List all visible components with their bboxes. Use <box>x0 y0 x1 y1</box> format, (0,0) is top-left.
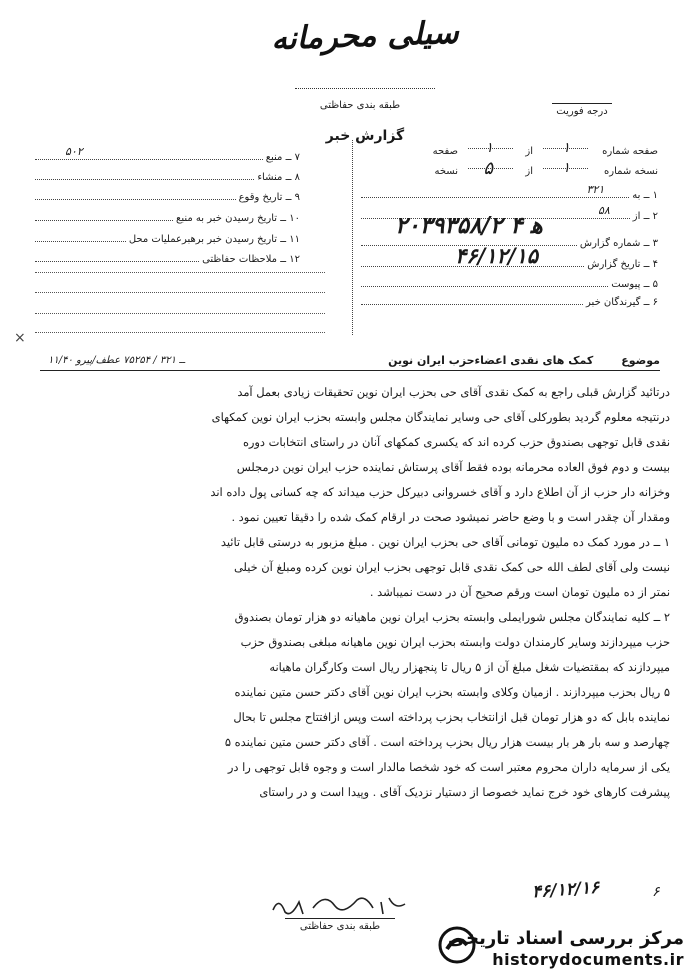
body-line: پیشرفت کارهای خود خرج نماید خصوصا از دستیار نزدیک آقای . وپیدا است و در راستای <box>259 785 670 799</box>
copy-label: نسخه <box>434 166 458 177</box>
notes-line-2 <box>35 292 325 293</box>
field-from-value: ۵۸ <box>597 204 610 217</box>
copy-total: ۵ <box>483 158 493 179</box>
body-line: نماینده بابل که دو هزار تومان قبل ازانتخاب بحزب پرداخته است وپس ازافتتاح مجلس تا بحال <box>233 710 670 724</box>
body-line: نیست ولی آقای لطف الله حی کمک نقدی قابل توجهی بحزب ایران نوین کرده ومبلغ آن خیلی <box>233 560 670 574</box>
notes-line-4 <box>35 332 325 333</box>
margin-mark: × <box>14 330 26 346</box>
field-to-value: ۳۲۱ <box>586 183 605 196</box>
notes-line-3 <box>35 313 325 314</box>
subject-reference: ۱۱/۴۰ ــ ۳۲۱ / ۷۵۲۵۴ عطف/پیرو <box>48 354 186 366</box>
body-line: چهارصد و سه بار هر بار بیست هزار ریال بحزب پرداخته است . آقای دکتر حسن متین نماینده ۵ <box>224 735 670 749</box>
footer-date: ۴۶/۱۲/۱۶ <box>531 877 600 903</box>
page-number-line <box>358 140 658 163</box>
field-origin: ۸ ــ منشاء <box>35 166 300 183</box>
page-total: ۱ <box>485 140 493 156</box>
field-attachment: ۵ ــ پیوست <box>358 273 658 290</box>
field-news-to-source-date: ۱۰ ــ تاریخ رسیدن خبر به منبع <box>35 207 300 224</box>
body-line: درنتیجه معلوم گردید بطورکلی آقای حی وسایر نمایندگان مجلس وابسته بحزب ایران نوین کمکهای <box>211 410 670 424</box>
body-line: وخزانه دار حزب از آن اطلاع دارد و آقای خسروانی دبیرکل حزب میداند که چه کسانی پول داده اند <box>210 485 670 499</box>
copy-number-label: نسخه شماره <box>604 166 658 177</box>
page-number-label: صفحه شماره <box>602 146 658 157</box>
report-number-handwritten: ۲۰۳۹۳۵۸/۲ ه‍ ۴ <box>395 212 543 239</box>
field-event-date: ۹ ــ تاریخ وقوع <box>35 186 300 203</box>
subject-text: کمک های نقدی اعضاءحزب ایران نوین <box>388 353 594 367</box>
page-number-value: ۱ <box>562 140 570 156</box>
field-recipients: ۶ ــ گیرندگان خبر <box>358 291 658 308</box>
body-line: ۲ ــ کلیه نمایندگان مجلس شورایملی وابسته بحزب ایران نوین ماهیانه دو هزار تومان بصندوق <box>234 610 670 624</box>
copy-of-label: از <box>525 166 533 177</box>
confidential-stamp: سیلی محرمانه <box>270 14 460 58</box>
field-security-notes: ۱۲ ــ ملاحظات حفاظتی <box>35 248 300 265</box>
report-body <box>35 380 670 805</box>
report-date-handwritten: ۴۶/۱۲/۱۵ <box>455 243 539 268</box>
copy-number-value: ۱ <box>562 160 570 176</box>
body-line: میپردازند که بمقتضیات شغل مبلغ آن از ۵ ریال تا پنجهزار ریال است وکارگران ماهیانه <box>269 660 670 674</box>
notes-line-1 <box>35 272 325 273</box>
watermark-title: مرکز بررسی اسناد تاریخی <box>447 928 684 949</box>
field-report-date: ۴ ــ تاریخ گزارش <box>358 253 658 270</box>
body-line: درتائید گزارش قبلی راجع به کمک نقدی آقای حی بحزب ایران نوین تحقیقات زیادی بعمل آمد <box>237 385 670 399</box>
report-title: گزارش خبر <box>325 128 405 144</box>
column-divider <box>352 140 353 335</box>
field-to: ۱ ــ به ۳۲۱ <box>358 184 658 201</box>
classification-line <box>295 88 435 89</box>
field-news-to-operations-date: ۱۱ ــ تاریخ رسیدن خبر برهبرعملیات محل <box>35 228 300 245</box>
body-line: ۱ ــ در مورد کمک ده ملیون تومانی آقای حی بحزب ایران نوین . مبلغ مزبور به درستی قابل تائید <box>220 535 670 549</box>
body-line: نمتر از ده ملیون تومان است ورقم صحیح آن در دست نمیباشد . <box>369 585 670 599</box>
subject-row <box>40 350 660 371</box>
watermark-site[interactable]: historydocuments.ir <box>492 950 684 969</box>
body-line: ومقدار آن چقدر است و با وضع حاضر نمیشود صحت در ارقام کمک شده را دقیقا تعیین نمود . <box>231 510 670 524</box>
body-line: یکی از سرمایه داران محروم معتبر است که خود شخصا مالدار است و وجوه قابل توجهی را در <box>227 760 670 774</box>
field-report-number: ۳ ــ شماره گزارش <box>358 232 658 249</box>
footer-page-mark: ۶ <box>652 884 660 900</box>
page-label: صفحه <box>432 146 458 157</box>
priority-label: درجه فوریت <box>552 103 612 117</box>
body-line: نقدی قابل توجهی بصندوق حزب کرده اند که یکسری کمکهای آنان در راستای انتخابات دوره <box>242 435 670 449</box>
footer-classification-label: طبقه بندی حفاظتی <box>285 918 395 932</box>
page-of-label: از <box>525 146 533 157</box>
field-from: ۲ ــ از ۵۸ <box>358 205 658 222</box>
body-line: حزب میپردازند وسایر کارمندان دولت وابسته بحزب ایران نوین ماهیانه مبلغی بصندوق حزب <box>240 635 670 649</box>
copy-number-line <box>358 158 658 183</box>
body-line: ۵ ریال بحزب میپردازند . ازمیان وکلای وابسته بحزب ایران نوین آقای دکتر حسن متین نماینده <box>234 685 670 699</box>
classification-label: طبقه بندی حفاظتی <box>319 100 401 111</box>
field-source: ۷ ــ منبع ۵۰۲ <box>35 146 300 163</box>
body-line: بیست و دوم فوق العاده محرمانه بوده فقط آقای پرستاش نماینده حزب ایران نوین درمجلس <box>236 460 670 474</box>
field-source-value: ۵۰۲ <box>65 145 83 158</box>
subject-label: موضوع <box>621 353 660 367</box>
